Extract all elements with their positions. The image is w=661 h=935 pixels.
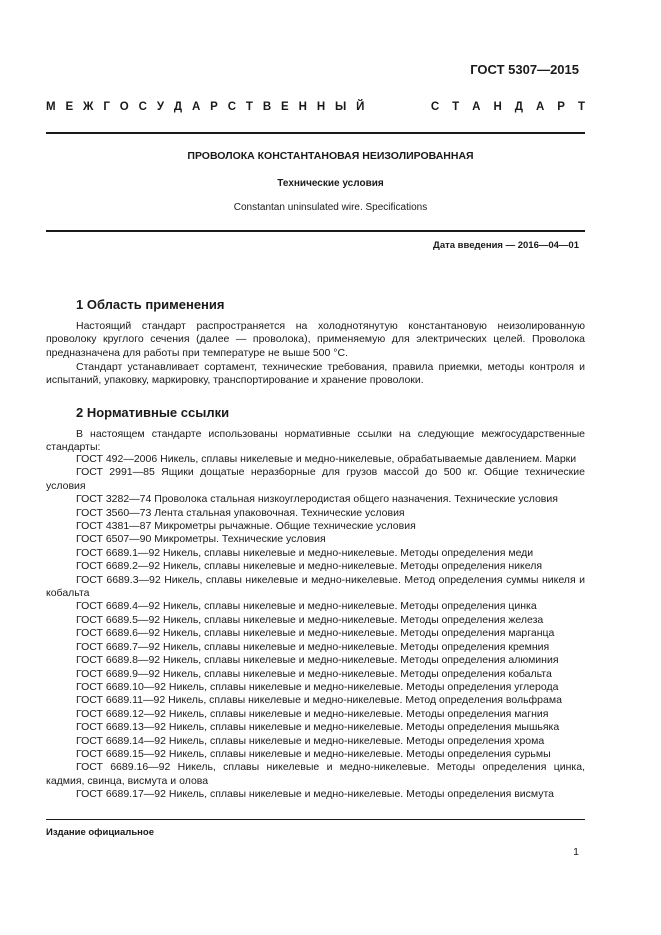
banner-letter: Й bbox=[356, 101, 365, 113]
banner-letter: Ы bbox=[335, 101, 347, 113]
reference-item: ГОСТ 6689.6—92 Никель, сплавы никелевые и медно-никелевые. Методы определения марганца bbox=[76, 627, 555, 640]
reference-item: ГОСТ 4381—87 Микрометры рычажные. Общие технические условия bbox=[76, 520, 416, 533]
banner-letter: А bbox=[191, 101, 201, 113]
section-1-paragraph-1: Настоящий стандарт распространяется на холоднотянутую константановую неизолированную проволоку круглого сечения (далее — проволока), применяемую для электрических целей. Проволока предназначена для работы при температуре не выше 500 °С. bbox=[46, 320, 585, 359]
title-rule bbox=[46, 230, 585, 232]
banner-letter: Е bbox=[281, 101, 289, 113]
page-number: 1 bbox=[573, 846, 579, 858]
interstate-standard-banner bbox=[46, 101, 585, 113]
section-1-heading: 1 Область применения bbox=[76, 297, 225, 312]
references-list bbox=[46, 453, 585, 802]
section-2-heading: 2 Нормативные ссылки bbox=[76, 405, 230, 420]
banner-letter: Ж bbox=[83, 101, 94, 113]
official-edition-label: Издание официальное bbox=[46, 827, 154, 838]
banner-letter: О bbox=[119, 101, 129, 113]
reference-item: ГОСТ 6689.10—92 Никель, сплавы никелевые и медно-никелевые. Методы определения углерода bbox=[76, 680, 559, 693]
reference-item: ГОСТ 3282—74 Проволока стальная низкоуглеродистая общего назначения. Технические условия bbox=[76, 493, 558, 506]
standard-number: ГОСТ 5307—2015 bbox=[470, 62, 579, 77]
reference-item: ГОСТ 6689.17—92 Никель, сплавы никелевые и медно-никелевые. Методы определения висмута bbox=[76, 788, 555, 801]
banner-letter: Т bbox=[452, 101, 460, 113]
banner-letter: Н bbox=[316, 101, 326, 113]
reference-item: ГОСТ 6689.5—92 Никель, сплавы никелевые и медно-никелевые. Методы определения железа bbox=[76, 613, 544, 626]
banner-letter: А bbox=[472, 101, 481, 113]
introduction-date: Дата введения — 2016—04—01 bbox=[433, 240, 579, 251]
banner-letter: С bbox=[227, 101, 237, 113]
banner-letter: В bbox=[262, 101, 272, 113]
section-2-intro: В настоящем стандарте использованы нормативные ссылки на следующие межгосударственные стандарты: bbox=[46, 428, 585, 454]
reference-item: ГОСТ 2991—85 Ящики дощатые неразборные для грузов массой до 500 кг. Общие технические условия bbox=[46, 466, 585, 492]
banner-letter: Т bbox=[245, 101, 253, 113]
reference-item: ГОСТ 6689.9—92 Никель, сплавы никелевые и медно-никелевые. Методы определения кобальта bbox=[76, 667, 552, 680]
banner-letter: Т bbox=[577, 101, 585, 113]
document-title: ПРОВОЛОКА КОНСТАНТАНОВАЯ НЕИЗОЛИРОВАННАЯ bbox=[187, 150, 474, 162]
reference-item: ГОСТ 6689.11—92 Никель, сплавы никелевые и медно-никелевые. Метод определения вольфрама bbox=[76, 694, 562, 707]
reference-item: ГОСТ 6689.12—92 Никель, сплавы никелевые и медно-никелевые. Методы определения магния bbox=[76, 707, 549, 720]
banner-letter: Р bbox=[210, 101, 218, 113]
banner-letter: А bbox=[535, 101, 545, 113]
reference-item: ГОСТ 6689.1—92 Никель, сплавы никелевые и медно-никелевые. Методы определения меди bbox=[76, 546, 534, 559]
header-rule bbox=[46, 132, 585, 134]
banner-letter: Д bbox=[514, 101, 523, 113]
reference-item: ГОСТ 6689.15—92 Никель, сплавы никелевые и медно-никелевые. Методы определения сурьмы bbox=[76, 747, 551, 760]
document-subtitle: Технические условия bbox=[277, 178, 384, 189]
banner-letter: Г bbox=[103, 101, 110, 113]
banner-letter: У bbox=[156, 101, 164, 113]
banner-word-standard bbox=[431, 101, 585, 113]
reference-item: ГОСТ 6689.2—92 Никель, сплавы никелевые и медно-никелевые. Методы определения никеля bbox=[76, 560, 543, 573]
reference-item: ГОСТ 6689.3—92 Никель, сплавы никелевые и медно-никелевые. Метод определения суммы никеля и кобальта bbox=[46, 573, 585, 600]
reference-item: ГОСТ 6689.8—92 Никель, сплавы никелевые и медно-никелевые. Методы определения алюминия bbox=[76, 654, 559, 667]
reference-item: ГОСТ 6689.4—92 Никель, сплавы никелевые и медно-никелевые. Методы определения цинка bbox=[76, 600, 537, 613]
banner-letter: Н bbox=[298, 101, 307, 113]
banner-word-interstate bbox=[46, 101, 364, 113]
reference-item: ГОСТ 6689.7—92 Никель, сплавы никелевые и медно-никелевые. Методы определения кремния bbox=[76, 640, 550, 653]
english-title: Constantan uninsulated wire. Specifications bbox=[233, 202, 428, 213]
banner-letter: Е bbox=[65, 101, 74, 113]
reference-item: ГОСТ 6689.14—92 Никель, сплавы никелевые и медно-никелевые. Методы определения хрома bbox=[76, 734, 545, 747]
reference-item: ГОСТ 3560—73 Лента стальная упаковочная. Технические условия bbox=[76, 506, 405, 519]
reference-item: ГОСТ 6507—90 Микрометры. Технические условия bbox=[76, 533, 326, 546]
banner-letter: Р bbox=[557, 101, 565, 113]
banner-letter: Д bbox=[173, 101, 183, 113]
banner-letter: М bbox=[46, 101, 56, 113]
reference-item: ГОСТ 6689.13—92 Никель, сплавы никелевые и медно-никелевые. Методы определения мышьяка bbox=[76, 721, 560, 734]
banner-letter: С bbox=[138, 101, 147, 113]
banner-letter: Н bbox=[493, 101, 502, 113]
reference-item: ГОСТ 492—2006 Никель, сплавы никелевые и медно-никелевые, обрабатываемые давлением. Марки bbox=[76, 453, 577, 465]
banner-letter: С bbox=[430, 101, 440, 113]
footer-rule bbox=[46, 819, 585, 820]
section-1-paragraph-2: Стандарт устанавливает сортамент, технические требования, правила приемки, методы контроля и испытаний, упаковку, маркировку, транспортирование и хранение проволоки. bbox=[46, 361, 585, 387]
reference-item: ГОСТ 6689.16—92 Никель, сплавы никелевые и медно-никелевые. Методы определения цинка, кадмия, свинца, висмута и олова bbox=[46, 761, 585, 787]
